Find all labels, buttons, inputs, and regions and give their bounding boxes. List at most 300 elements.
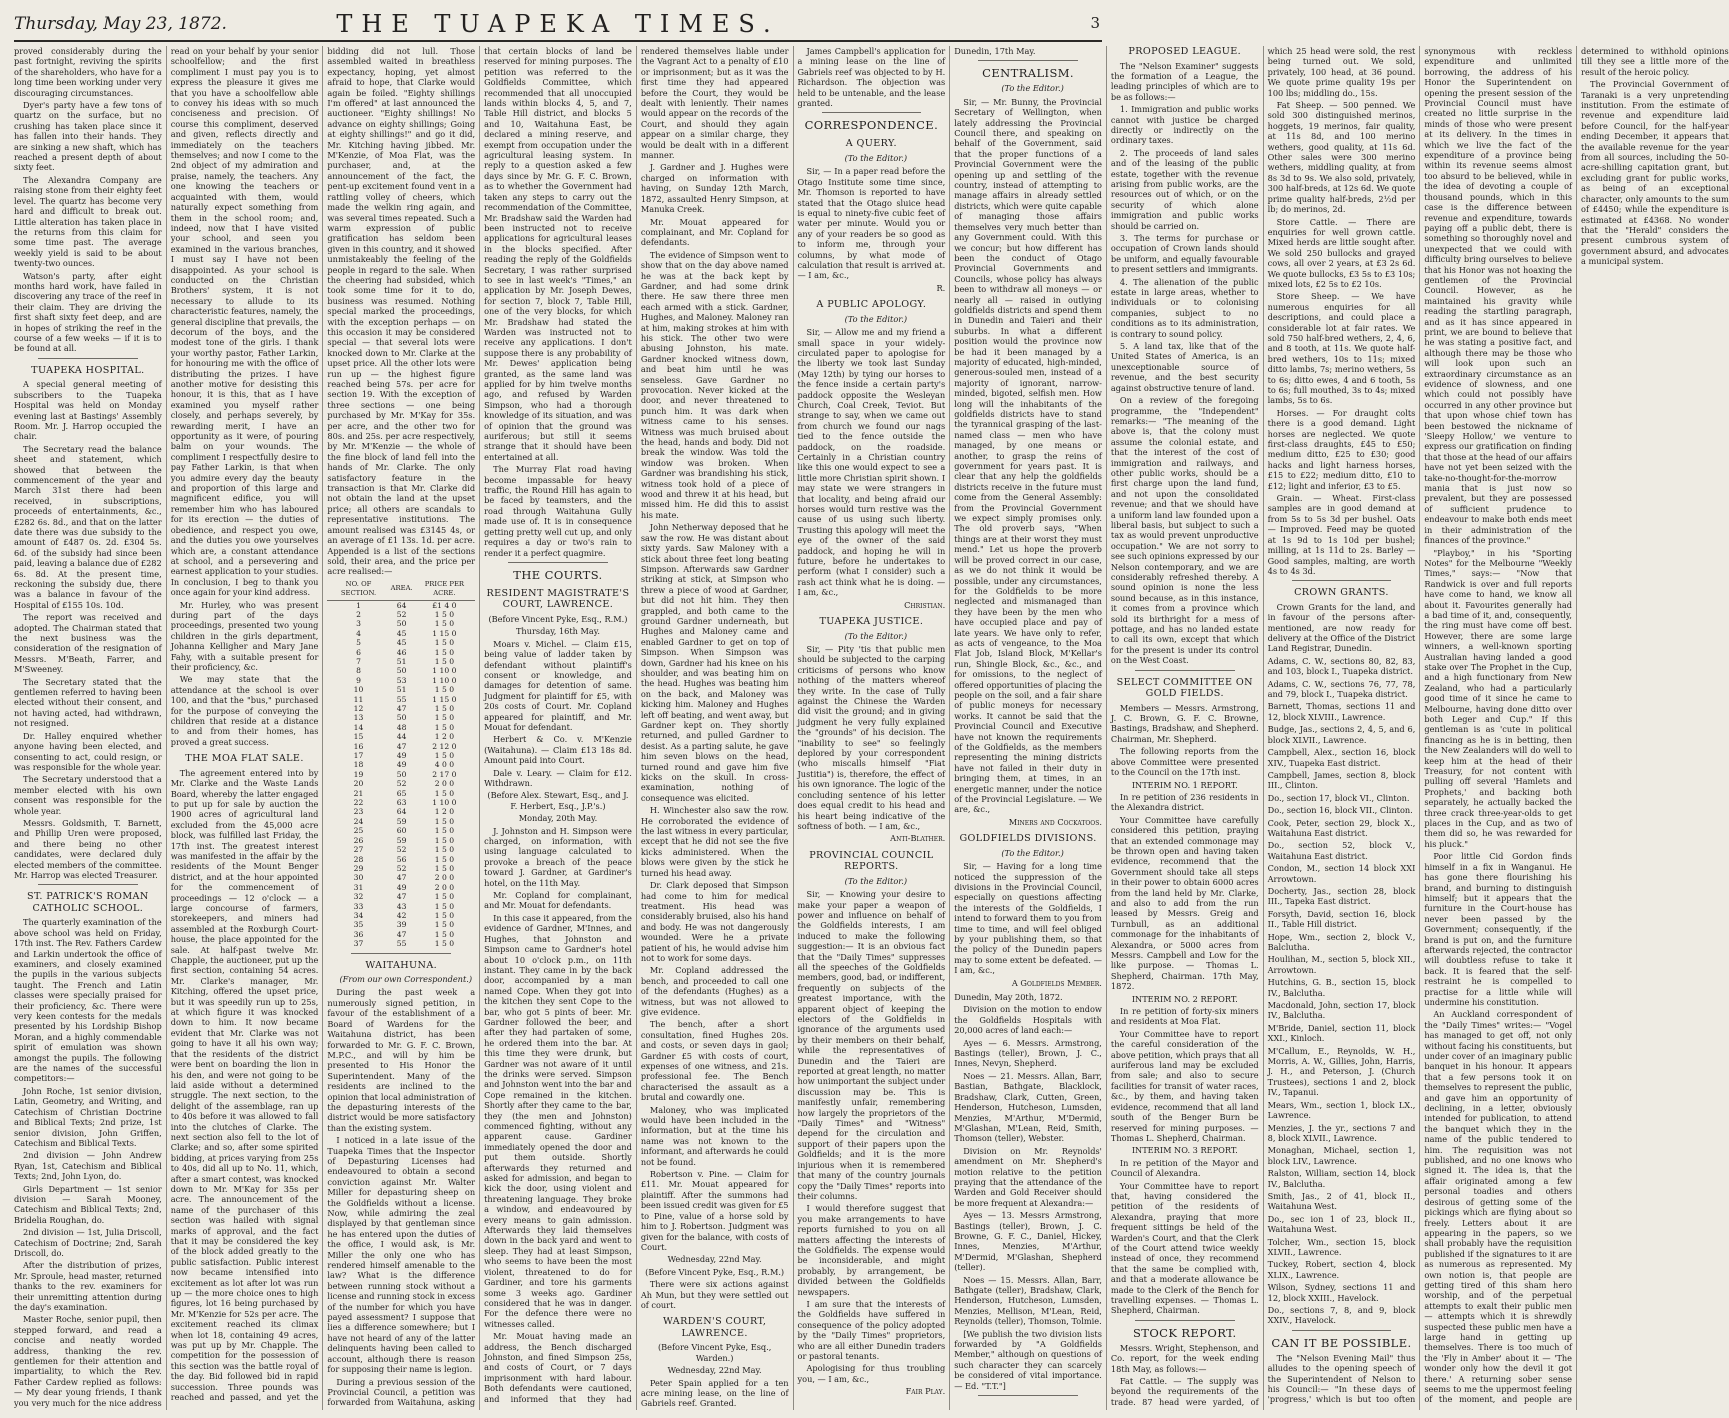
to-editor: (To the Editor.) — [844, 152, 908, 163]
letter-signature: R. — [936, 282, 946, 293]
sale-table — [327, 579, 475, 949]
table-cell: 1 15 0 — [432, 694, 457, 704]
column-header: AREA. — [390, 579, 414, 600]
list-item: Adams, C. W., sections 76, 77, 78, and 79, block I., Tuapeka district. — [1267, 678, 1416, 700]
possible-paragraph: "Playboy," in his "Sporting Notes" for the Melbourne "Weekly Times," says:— "Now that Randwick is over and full reports have come to hand, we know all about it. Favourites generally had a bad time of it, and, consequently, the ring must have come off best. However, there are some large winners, a well-known sporting Australian having landed a good stake over The Prophet in the Cup, and a high functionary from New Zealand, who had a particularly good time of it since he came to Melbourne, having done ditto over both Leger and Cup." If this gentleman is as 'cute in political financing as he is in betting, then the New Zealanders will do well to keep him at the head of their Treasury, for not content with pulling off several 'Hamlets and Prophets,' and backing both separately, he actually backed the three crack three-year-olds to get places in the Cup, and as two of them did so, he was rewarded for his pluck." — [1424, 547, 1573, 849]
table-cell: 44 — [396, 732, 407, 742]
table-cell: 55 — [396, 939, 407, 949]
table-cell: 47 — [396, 741, 407, 751]
table-cell: 19 — [353, 769, 364, 779]
school-heading: ST. PATRICK'S ROMAN CATHOLIC SCHOOL. — [27, 891, 149, 914]
table-row — [327, 676, 475, 685]
table-row — [327, 807, 475, 816]
table-cell: 52 — [396, 779, 407, 789]
table-cell: 7 — [356, 656, 361, 666]
table-cell: 4 — [356, 628, 361, 638]
table-cell: 27 — [353, 845, 364, 855]
hospital-heading: TUAPEKA HOSPITAL. — [31, 364, 145, 376]
table-cell: 1 2 0 — [434, 807, 455, 817]
table-row — [327, 902, 475, 911]
table-row — [327, 817, 475, 826]
waitahuna-paragraph: During a previous session of the Provincial Council, a petition was forwarded from Waitahuna, asking that certain blocks of land be reserved for mining purposes. The petition was referred to the Goldfields Committee, which recommended that all unoccupied lands within blocks 4, 5, and 7, Table Hill district, and blocks 5 and 10, Waitahuna East, be declared a mining reserve, and exempt from occupation under the agricultural leasing system. In reply to a question asked a few days since by Mr. G. F. C. Brown, as to whether the Government had taken any steps to carry out the recommendation of the Committee, Mr. Bradshaw said the Warden had been instructed not to receive applications for agricultural leases in the blocks specified. After reading the reply of the Goldfields Secretary, I was rather surprised to see in last week's "Times," an application by Mr. Joseph Dewes, for section 7, block 7, Table Hill, one of the very blocks, for which Mr. Bradshaw had stated the Warden was instructed not to receive any applications. I don't suppose there is any probability of Mr. Dewes' application being granted, as the same land was applied for by him twelve months ago, and refused by Warden Simpson, who had a thorough knowledge of its situation, and was of opinion that the ground was auriferous; but still it seems strange that it should have been entertained at all. — [327, 46, 632, 1408]
table-cell: 8 — [356, 666, 361, 676]
division-text: Division on the motion to endow the Goldfields Hospitals with 20,000 acres of land each:— — [954, 1004, 1102, 1036]
list-item: Hope, Wm., section 2, block V., Balclutha. — [1267, 931, 1416, 952]
table-cell: 49 — [396, 760, 407, 770]
committee-paragraph: Your Committee have carefully considered this petition, praying that an extended commonage may be thrown open and having taken evidence, recommend that the Government should take all steps in their power to obtain 6000 acres from the land held by Mr. Clarke, and also to add from the run leased by Messrs. Greig and Turnbull, as an additional commonage for the inhabitants of Alexandra, or 5000 acres from Messrs. Campbell and Low for the like purpose. — Thomas L. Shepherd, Chairman. 17th May, 1872. — [1110, 814, 1259, 992]
table-cell: 56 — [396, 854, 407, 864]
table-cell: 59 — [396, 835, 407, 845]
division-text: Ayes — 13. Messrs Armstrong, Bastings (teller), Brown, J. C. Browne, G. F. C., Daniel, Hickey, Innes, Menzies, M'Arthur, M'Dermid, M'Glashan, Shepherd (teller). — [954, 1210, 1102, 1273]
table-row — [327, 600, 475, 610]
table-cell: 22 — [353, 798, 364, 808]
letter-heading: A PUBLIC APOLOGY. — [816, 299, 927, 311]
table-row — [327, 657, 475, 666]
table-cell: 2 — [356, 609, 361, 619]
table-cell: 32 — [353, 892, 364, 902]
divider — [1135, 670, 1235, 671]
league-paragraph: 4. The alienation of the public estate in large areas, whether to individuals or to colonising companies, subject to no conditions as to its administration, is contrary to sound policy. — [1110, 276, 1259, 339]
table-cell: 1 2 0 — [434, 732, 455, 742]
table-cell: 64 — [396, 807, 407, 817]
court-bench: (Before Vincent Pyke, Esq., Warden.) — [657, 1342, 772, 1363]
stock-paragraph: Horses. — For draught colts there is a good demand. Light horses are neglected. We quote first-class draughts, £45 to £50; medium ditto, £25 to £30; good hacks and light harness horses, £15 to £22; medium ditto, £10 to £12; light and inferior, £3 to £5. — [1267, 407, 1416, 491]
table-cell: 6 — [356, 647, 361, 657]
court-case: J. Gardner and J. Hughes were charged on information with having, on Sunday 12th March, 1872, assaulted Henry Simpson, at Manuka Creek. — [640, 162, 789, 215]
divider — [351, 953, 451, 954]
letter-body: Sir, — Knowing your desire to make your paper a weapon of power and influence on behalf of the Goldfields interests, I am induced to make the following suggestion:— It is an obvious fact that the "Daily Times" suppresses all the speeches of the Goldfields members, good, bad, or indifferent, frequently on subjects of the greatest importance, with the apparent object of keeping the electors of the Goldfields in ignorance of the arguments used by their members on their behalf, while the representatives of Dunedin and the Taieri are reported at great length, no matter how unimportant the subject under discussion may be. This is manifestly unfair, remembering how largely the proprietors of the "Daily Times" and "Witness" depend for the circulation and support of their papers upon the Goldfields; and it is the more injurious when it is remembered that many of the country journals copy the "Daily Times" reports into their columns. — [797, 889, 946, 1201]
division-text: Noes — 21. Messrs. Allan, Barr, Bastian, Bathgate, Blacklock, Bradshaw, Clark, Cutten, Green, Henderson, Hutcheson, Lumsden, Menzies, M'Arthur, M'Dermid, M'Glashan, M'Lean, Reid, Smith, Thomson (teller), Webster. — [954, 1070, 1102, 1144]
court-case: John Netherway deposed that he saw the row. He was distant about sixty yards. Saw Maloney with a stick about three feet long beating Simpson. Afterwards saw Gardner striking at stick, at Simpson who threw a piece of wood at Gardner, but did not hit him. They then grappled, and both came to the ground Gardner underneath, but Hughes and Maloney came and enabled Gardner to get on top of Simpson. When Simpson was down, Gardner had his knee on his shoulder, and was beating him on the head. Hughes was beating him on the back, and Maloney was kicking him. Maloney and Hughes left off beating, and went away, but Gardner kept on. They shortly returned, and pulled Gardner to desist. As a parting salute, he gave him seven blows on the head, turned round and gave him five kicks on the skull. In cross-examination, nothing of consequence was elicited. — [640, 522, 789, 803]
letter-signature: Anti-Blather. — [890, 833, 946, 844]
list-item: Monaghan, Michael, section 1, block LIV., Lawrence. — [1267, 1145, 1416, 1166]
hospital-paragraph: The Secretary read the balance sheet and statement, which showed that between the commencement of the year and March 31st there had been received, in subscriptions, proceeds of entertainments, &c., £282 6s. 8d., and that on the latter date there was due subsidy to the amount of £487 0s. 2d. £304 5s. 6d. of the subsidy had since been paid, leaving a balance due of £282 6s. 8d. At the present time, reckoning the subsidy due, there was a balance in favour of the Hospital of £155 10s. 10d. — [14, 443, 162, 610]
table-cell: 51 — [396, 656, 407, 666]
table-row — [327, 920, 475, 929]
to-editor: (To the Editor.) — [844, 630, 908, 641]
table-cell: 1 5 0 — [434, 722, 455, 732]
table-row — [327, 855, 475, 864]
court-bench: (Before Vincent Pyke, Esq., R.M.) — [488, 613, 628, 624]
table-cell: 1 10 0 — [432, 675, 457, 685]
sale-table-header — [327, 579, 475, 600]
sale-heading: THE MOA FLAT SALE. — [185, 753, 304, 765]
newspaper-title: THE TUAPEKA TIMES. — [336, 10, 780, 38]
list-item: Menzies, J. the yr., sections 7 and 8, block XLVII., Lawrence. — [1267, 1122, 1416, 1143]
table-row — [327, 770, 475, 779]
table-cell: 47 — [396, 892, 407, 902]
divider — [1135, 1320, 1235, 1321]
school-paragraph: The quarterly examination of the above school was held on Friday, 17th inst. The Rev. Fathers Cardew and Larkin undertook the office of examiners, and closely examined the pupils in the various subjects taught. The French and Latin classes were specially praised for their proficiency, &c. There were very keen contests for the medals presented by his Lordship Bishop Moran, and a highly commendable spirit of emulation was shown amongst the pupils. The following are the names of the successful competitors:— — [14, 917, 162, 1084]
committee-paragraph: In re petition of the Mayor and Council of Alexandra. — [1110, 1157, 1259, 1179]
table-cell: 29 — [353, 863, 364, 873]
list-item: Ralston, William, section 14, block IV., Balclutha. — [1267, 1168, 1416, 1189]
divider — [38, 884, 138, 885]
list-item: Do., sec ion 1 of 23, block II., Waitahuna West. — [1267, 1213, 1416, 1235]
table-cell: 1 5 0 — [434, 826, 455, 836]
table-cell: 12 — [353, 704, 364, 713]
list-item: Docherty, Jas., section 28, block III., Tapeka East district. — [1267, 885, 1416, 907]
table-row — [327, 930, 475, 939]
letter-heading: TUAPEKA JUSTICE. — [819, 616, 924, 628]
table-cell: 1 5 0 — [434, 638, 455, 648]
waitahuna-paragraph: I noticed in a late issue of the Tuapeka Times that the Inspector of Depasturing Licenses had endeavoured to obtain a second conviction against Mr. Walter Miller for depasturing sheep on the Goldfields without a license. Now, while admiring the zeal displayed by that gentleman since he has entered upon the duties of the office, I would ask, is Mr. Miller the only one who has rendered himself amenable to the law? What is the difference between running stock without a license and running stock in excess of the number for which you have payed assessment? I suppose that lies a difference somewhere; but I have not heard of any of the latter delinquents having been called to account, although there is reason for supposing their name is legion. — [327, 1135, 476, 1375]
list-item: Macdonald, John, section 17, block IV., Balclutha. — [1267, 1000, 1416, 1021]
table-cell: 45 — [396, 628, 407, 638]
letter-body: I would therefore suggest that you make arrangements to have reports furnished to you on all matters affecting the interests of the Goldfields. The expense would be inconsiderable, and might probably, by arrangement, be divided between the Goldfields newspapers. — [797, 1203, 946, 1297]
waitahuna-heading: WAITAHUNA. — [365, 959, 438, 971]
table-cell: 1 5 0 — [434, 835, 455, 845]
table-cell: 9 — [356, 675, 361, 685]
table-cell: 1 5 0 — [434, 713, 455, 723]
letter-body: Sir, — Allow me and my friend a small space in your widely-circulated paper to apologise for the liberty we took last Sunday (May 12th) by tying our horses to the fence inside a certain party's paddock opposite the Wesleyan Church, Coal Creek, Teviot. But strange to say, when we came out from church we found our nags tied to the fence outside the paddock, on the roadside. Certainly in a Christian country like this one would expect to see a little more Christian spirit shown. I may state we were strangers in that locality, and being afraid our horses would turn restive was the cause of us using such liberty. Trusting this apology will meet the eye of the owner of the said paddock, and hoping he will in future, before he undertakes to perform (what I consider) such a rash act think what he is doing. — I am, &c., — [797, 327, 946, 598]
stock-paragraph: Store Cattle. — There are enquiries for well grown cattle. Mixed herds are little sought after. We sold 250 bullocks and grayed cows, all over 2 years, at £3 2s 6d. We quote bullocks, £3 5s to £3 10s; mixed lots, £2 5s to £2 10s. — [1267, 216, 1416, 289]
court-case: Peter Spain applied for a ten acre mining lease, on the line of Gabriels reef. Granted. — [640, 1377, 789, 1409]
list-item: Hutchins, G. B., section 15, block IV., Balclutha. — [1267, 977, 1416, 998]
letter-body: I am sure that the interests of the Goldfields have suffered in consequence of the policy adopted by the "Daily Times" proprietors, who are all either Dunedin traders or pastoral tenants. — [797, 1298, 946, 1361]
table-row — [327, 779, 475, 788]
table-cell: 20 — [353, 779, 364, 789]
list-item: Do., section 17, block VI., Clinton. — [1267, 792, 1410, 803]
list-item: Tolcher, Wm., section 15, block XLVII., Lawrence. — [1267, 1236, 1416, 1257]
table-cell: 2 17 0 — [432, 769, 457, 779]
court-case: Dale v. Leary. — Claim for £12. Withdrawn. — [484, 767, 632, 788]
waitahuna-paragraph: The Murray Flat road having become impassable for heavy traffic, the Round Hill has again to be faced by teamsters, and the road through Waitahuna Gully made use of. It is in consequence getting pretty well cut up, and only requires a day or two's rain to render it a perfect quagmire. — [484, 464, 632, 558]
table-row — [327, 789, 475, 798]
court-case: Moars v. Michel. — Claim £15, being value of ladder taken by defendant without plaintiff's consent or knowledge, and damages for detention of same. Judgment for plaintiff for £5, with 20s costs of Court. Mr. Copland appeared for plaintiff, and Mr. Mouat for defendant. — [484, 638, 632, 732]
table-cell: 1 5 0 — [434, 816, 455, 826]
possible-heading: CAN IT BE POSSIBLE. — [1271, 1335, 1412, 1350]
table-cell: 1 — [356, 600, 361, 610]
table-cell: 1 5 0 — [434, 901, 455, 911]
letter-signature: A Goldfields Member. — [1011, 977, 1102, 988]
possible-paragraph: The "Nelson Evening Mail" thus alludes to the opening speech of the Superintendent of Nelson to his Council:— "In these days of 'progress,' which is but too often synonymous with reckless expenditure and unlimited borrowing, the address of his Honor the Superintendent on opening the present session of the Provincial Council must have created no little surprise in the minds of those who were present at its delivery. In the times in which we live the fact of the expenditure of a province being within its revenue seems almost too absurd to be believed, while in the idea of devoting a couple of thousand pounds, which in this case is the difference between revenue and expenditure, towards paying off a public debt, there is something so thoroughly novel and unexpected that we could with difficulty bring ourselves to believe that his Honor was not hoaxing the gentlemen of the Provincial Council. However, as he maintained his gravity while reading the startling paragraph, and as it has since appeared in print, we are bound to believe that he was stating a positive fact, and although there may be those who will look upon such an extraordinary circumstance as an evidence of slowness, and one which could not possibly have occurred in any other province but that upon whose chief town has been bestowed the nickname of 'Sleepy Hollow,' we venture to express our gratification on finding that those at the head of our affairs have not yet been seized with the take-no-thought-for-the-morrow mania that is just now so prevalent, but they are possessed of sufficient prudence to endeavour to make both ends meet in their administration of the finances of the province." — [1267, 46, 1573, 1405]
table-cell: 1 5 0 — [434, 854, 455, 864]
table-cell: 53 — [396, 675, 407, 685]
list-item: M'Callum, E., Reynolds, W. H., Morris, A. W., Gillies, John, Harris, J. H., and Peterson, J. (Church Trustees), sections 1 and 2, block IV., Tapanui. — [1267, 1045, 1416, 1098]
table-cell: 10 — [353, 685, 364, 695]
committee-paragraph: Members — Messrs. Armstrong, J. C. Brown, G. F. C. Browne, Bastings, Bradshaw, and Shepherd. Chairman, Mr. Shepherd. — [1110, 702, 1259, 744]
table-cell: 31 — [353, 882, 364, 892]
court-case: J. Johnston and H. Simpson were charged, on information, with using language calculated to provoke a breach of the peace toward J. Gardner, at Gardiner's hotel, on the 11th May. — [484, 825, 632, 888]
correspondence-heading: CORRESPONDENCE. — [804, 118, 939, 133]
court-case: Maloney, who was implicated would have been included in the information, but at the time his name was not known to the informant, and afterwards he could not be found. — [640, 1104, 789, 1167]
table-cell: 52 — [396, 863, 407, 873]
school-paragraph: 2nd division — 1st, Julia Driscoll, Catechism of Doctrine; 2nd, Sarah Driscoll, do. — [14, 1227, 162, 1258]
list-item: Adams, C. W., sections 80, 82, 83, and 103, block I., Tuapeka district. — [1267, 655, 1416, 677]
list-item: M'Bride, Daniel, section 11, block XXI., Kinloch. — [1267, 1022, 1416, 1044]
table-cell: 23 — [353, 807, 364, 817]
report-heading: INTERIM NO. 2 REPORT. — [1131, 993, 1238, 1004]
table-cell: 1 5 0 — [434, 751, 455, 761]
list-item: Tuckey, Robert, section 4, block XLIX., Lawrence. — [1267, 1259, 1416, 1280]
letter-signature: Fair Play. — [905, 1386, 946, 1397]
wardens-court-heading: WARDEN'S COURT, LAWRENCE. — [663, 1316, 767, 1339]
to-editor: (To the Editor.) — [1001, 847, 1064, 858]
table-cell: 47 — [396, 704, 407, 713]
committee-heading: SELECT COMMITTEE ON GOLD FIELDS. — [1116, 676, 1253, 700]
page-number: 3 — [1090, 14, 1100, 32]
stock-paragraph: Grain. — Wheat. First-class samples are in good demand at from 5s to 5s 3d per bushel. Oats — Improved. Feed may be quoted at 1s 9d to 1s 10d per bushel; milling, at 1s 11d to 2s. Barley — Good samples, malting, are worth 4s to 4s 3d. — [1267, 493, 1416, 576]
court-case: H. Winchester also saw the row. He corroborated the evidence of the last witness in every particular, except that he did not see the five kicks administered. When the blows were given by the stick he turned his head away. — [640, 805, 789, 878]
court-case: Herbert & Co. v. M'Kenzie (Waitahuna). — Claim £13 18s 8d. Amount paid into Court. — [484, 734, 632, 766]
committee-paragraph: Your Committee have to report that, having considered the petition of the residents of Alexandra, praying that more frequent sittings be held of the Warden's Court, and that the Clerk of the Court attend twice weekly instead of once, they recommend that the same be complied with, and that a moderate allowance be made to the Clerk of the Bench for travelling expenses. — Thomas L. Shepherd, Chairman. — [1110, 1180, 1259, 1316]
hospital-paragraph: Messrs. Goldsmith, T. Barnett, and Phillip Uren were proposed, and there being no other candidates, were declared duly elected members of the committee. Mr. Harrop was elected Treasurer. — [14, 817, 162, 880]
possible-paragraph: Poor little Cid Gordon finds himself in a fix in Wanganui. He has gone there flourishing his brand, and burning to distinguish himself; but it appears that the furniture in the Court-house has never been passed by the Government; consequently, if the brand is put on, and the furniture afterwards rejected, the contractor will doubtless refuse to take it back. It is feared that the self-restraint he is compelled to practise for a little while will undermine his constitution. — [1424, 851, 1573, 1007]
table-cell: 1 5 0 — [434, 910, 455, 920]
list-item: Campbell, Alex., section 16, block XIV., Tuapeka East district. — [1267, 747, 1416, 768]
table-cell: 3 — [356, 619, 361, 629]
letter-body: Sir, — Pity 'tis that public men should be subjected to the carping criticisms of persons who know nothing of the matters whereof they write. In the case of Tully against the Chinese the Warden did visit the ground; and in giving judgment he very fully explained the "grounds" of his decision. The "inability to see" so feelingly deplored by your correspondent (who miscalls himself "Fiat Justitia") is, therefore, the effect of his own ignorance. The logic of the concluding sentence of his letter does equal credit to his head and his heart being indicative of the softness of both. — I am, &c., — [797, 644, 946, 831]
table-cell: 47 — [396, 929, 407, 939]
list-item: Smith, Jas., 2 of 41, block II., Waitahuna West. — [1267, 1190, 1416, 1212]
table-row — [327, 704, 475, 713]
centralism-heading: CENTRALISM. — [982, 66, 1074, 81]
divider — [1292, 580, 1392, 581]
court-case: Mr. Copland for complainant, and Mr. Mouat for defendants. — [484, 890, 632, 911]
school-paragraph: We may state that the attendance at the school is over 100, and that the "bus," purchased for the purpose of conveying the children that reside at a distance to and from their homes, has proved a great success. — [170, 674, 319, 747]
list-item: Do., section 52, block V., Waitahuna East district. — [1267, 840, 1416, 861]
sale-paragraph: The agreement entered into by Mr. Clarke and the Waste Lands Board, whereby the latter engaged to put up for sale by auction the 1900 acres of agricultural land excluded from the 45,000 acre block, was fulfilled last Friday, the 17th inst. The greatest interest was manifested in the affair by the residents of the Mount Benger district, and at the hour appointed for the commencement of proceedings — 12 o'clock — a large concourse of farmers, storekeepers, and miners had assembled at the Roxburgh Court-house, the place appointed for the sale. At half-past twelve Mr. Chapple, the auctioneer, put up the first section, containing 54 acres. Mr. Clarke's manager, Mr. Kitching, offered the upset price, but it was speedily run up to 25s, at which figure it was knocked down to him. It now became evident that Mr. Clarke was not going to have it all his own way; that the residents of the district were bent on boarding the lion in his den, and were not going to be laid aside without a determined struggle. The next section, to the delight of the assemblage, ran up to 40s before it was allowed to fall into the clutches of Clarke. The next section also fell to the lot of Clarke; and so, after some spirited bidding, at prices varying from 25s to 40s, did all up to No. 11, which, after a smart contest, was knocked down to Mr. M'Kay for 35s per acre. The announcement of the name of the purchaser of this section was hailed with signal marks of approval, and the fact that it may be considered the key of the block added greatly to the public satisfaction. Public interest now became intensified into excitement as lot after lot was run up — the more choice ones to high figures, lot 16 being purchased by Mr. M'Kenzie for 52s per acre. The excitement reached its climax when lot 18, containing 49 acres, was put up by Mr. Chapple. The competition for the possession of this section was the battle royal of the day. Bid followed bid in rapid succession. Three pounds was reached and passed, and yet the bidding did not lull. Those assembled waited in breathless expectancy, hoping, yet almost afraid to hope, that Clarke would again be foiled. "Eighty shillings I'm offered" at last announced the auctioneer. "Eighty shillings! No advance on eighty shillings; Going at eighty shillings!" and go it did, Mr. Kitching having jibbed. Mr. M'Kenzie, of Moa Flat, was the purchaser, and, at the announcement of the fact, the pent-up excitement found vent in a rattling volley of cheers, which made the welkin ring again, and was several times repeated. Such a warm expression of public gratification has seldom been given in this country, and it showed unmistakeably the feeling of the people in regard to the sale. When the cheering had subsided, which took some time for it to do, business was resumed. Nothing special marked the proceedings, with the exception perhaps — on this occasion it may be considered special — that several lots were knocked down to Mr. Clarke at the upset price. All the other lots were run up — the highest figure reached being 57s. per acre for section 19. With the exception of three sections — one being purchased by Mr. M'Kay for 35s. per acre, and the other two for 80s. and 25s. per acre respectively, by Mr. M'Kenzie — the whole of the fine block of land fell into the hands of Mr. Clarke. The only satisfactory feature in the transaction is that Mr. Clarke did not obtain the land at the upset price; all others are scandals to representative institutions. The amount realised was £3145 4s, or an average of £1 13s. 1d. per acre. Appended is a list of the sections sold, their area, and the price per acre realised:— — [170, 46, 476, 1403]
league-paragraph: The "Nelson Examiner" suggests the formation of a League, the leading principles of which are to be as follows:— — [1110, 60, 1259, 102]
table-cell: 34 — [353, 910, 364, 920]
column-header: NO. OF SECTION. — [327, 579, 389, 600]
league-paragraph: 1. Immigration and public works cannot with justice be charged directly or indirectly on the ordinary taxes. — [1110, 104, 1259, 146]
table-cell: 50 — [396, 769, 407, 779]
table-row — [327, 713, 475, 722]
table-row — [327, 826, 475, 835]
table-cell: 25 — [353, 826, 364, 836]
table-row — [327, 629, 475, 638]
table-cell: 1 5 0 — [434, 929, 455, 939]
possible-paragraph: The Provincial Government of Taranaki is a very unpretending institution. From the estimate of revenue and expenditure laid before Council, for the half-year ending December, it appears that the available revenue for the year from all sources, including the 50-acre-shilling capitation grant, but excluding grant for public works, as being of an exceptional character, only amounts to the sum of £4450; while the expenditure is estimated at £4368. No wonder that the "Herald" considers the present cumbrous system of government absurd, and advocates a municipal system. — [1581, 79, 1729, 267]
division-text: Ayes — 6. Messrs. Armstrong, Bastings (teller), Brown, J. C., Innes, Nevyn, Shepherd. — [954, 1037, 1102, 1069]
table-cell: 51 — [396, 685, 407, 695]
table-cell: 24 — [353, 816, 364, 826]
table-row — [327, 883, 475, 892]
league-paragraph: 2. The proceeds of land sales and of the leasing of the public estate, together with the revenue arising from public works, are the resources out of which, or on the security of which alone immigration and public works should be carried on. — [1110, 147, 1259, 231]
table-cell: 14 — [353, 722, 364, 732]
table-cell: 21 — [353, 788, 364, 798]
committee-paragraph: Your Committee have to report the careful consideration of the above petition, which prays that all auriferous land may be excluded from sale; and also to secure facilities for transit of water races, &c., by them, and having taken evidence, recommend that all land south of the Benger Burn be reserved for mining purposes. — Thomas L. Shepherd, Chairman. — [1110, 1028, 1259, 1143]
court-date: Wednesday, 22nd May. — [667, 1365, 762, 1376]
table-row — [327, 648, 475, 657]
table-row — [327, 845, 475, 854]
court-case: James Campbell's application for a mining lease on the line of Gabriels reef was objected to by H. Richardson. The objection was held to be untenable, and the lease granted. — [797, 46, 946, 109]
table-cell: 37 — [353, 939, 364, 949]
table-cell: 52 — [396, 609, 407, 619]
table-row — [327, 911, 475, 920]
courts-heading: THE COURTS. — [513, 567, 603, 582]
letter-signature: Christian. — [904, 599, 946, 610]
article-columns — [14, 46, 1729, 1410]
table-cell: 4 0 0 — [434, 760, 455, 770]
to-editor: (To the Editor.) — [1001, 83, 1064, 94]
table-cell: 1 5 0 — [434, 685, 455, 695]
court-bench: (Before Vincent Pyke, Esq., R.M.) — [645, 1266, 785, 1277]
report-heading: INTERIM NO. 3 REPORT. — [1131, 1145, 1238, 1156]
school-paragraph: Mr. Hurley, who was present during part of the days proceedings, presented two young children in the girls department, Johanna Kelligher and Mary Jane Fahy, with a suitable present for their proficiency, &c. — [170, 599, 319, 672]
editor-note: [We publish the two division lists forwarded by "A Goldfields Member," although on questions of such character they can scarcely be considered of vital importance. — Ed. "T.T."] — [954, 1328, 1102, 1391]
letter-body: Sir, — In a paper read before the Otago Institute some time since, Mr. Thomson is reported to have stated that the Otago sluice head is equal to ninety-five cubic feet of water per minute. Would you or any of your readers be so good as to inform me, through your columns, by what mode of calculation that result is arrived at. — I am, &c., — [797, 166, 946, 281]
committee-paragraph: The following reports from the above Committee were presented to the Council on the 17th inst. — [1110, 746, 1259, 778]
list-item: Wilson, Sydney, sections 11 and 12, block XXIII., Havelock. — [1267, 1282, 1416, 1303]
list-item: Houlihan, M., section 5, block XII., Arrowtown. — [1267, 954, 1416, 975]
table-cell: 1 15 0 — [432, 628, 457, 638]
table-cell: 26 — [353, 835, 364, 845]
table-cell: 1 5 0 — [434, 845, 455, 855]
table-cell: 1 5 0 — [434, 647, 455, 657]
table-cell: 1 5 0 — [434, 609, 455, 619]
possible-paragraph: An Auckland correspondent of the "Daily Times" writes:— "Vogel has managed to get off, not only without facing his constituents, but under cover of an imaginary public banquet in his honour. It appears that a few persons took it on themselves to represent the public, and gave him an opportunity of declining, in a letter, obviously intended for publication, to attend the banquet which they in the name of the public tendered to him. The requisition was not published, and no one knows who signed it. The idea is, that the affair originated among a few personal toadies and others desirous of getting some of the pickings which are flying about so freely. Letters about it are appearing in the papers, so we shall probably have the requisition published if the signatures to it are as numerous as represented. My own notion is, that people are getting tired of this sham hero worship, and of the perpetual attempts to exalt their public men — attempts which it is shrewdly suspected these public men have a large hand in getting up themselves. There is too much of the 'Fly in Amber' about it — 'The wonder only how the devil it got there.' A returning sober sense seems to me the uppermost feeling of the moment, and people are determined to withhold opinions till they see a little more of the result of the heroic policy. — [1424, 46, 1729, 1405]
mining-paragraph: Dyer's party have a few tons of quartz on the surface, but no crushing has taken place since it has fallen into their hands. They are sinking a new shaft, which has reached a present depth of about sixty feet. — [14, 100, 162, 173]
table-cell: 55 — [396, 694, 407, 704]
crown-grants-list — [1268, 656, 1416, 1326]
school-paragraph: After the distribution of prizes, Mr. Sproule, head master, returned thanks to the rev. examiners for their unremitting attention during the day's examination. — [14, 1260, 162, 1312]
division-text: Noes — 15. Messrs. Allan, Barr, Bathgate (teller), Bradshaw, Clark, Henderson, Hutcheson, Lumsden, Menzies, Mellison, M'Lean, Reid, Reynolds (teller), Thomson, Tolmie. — [954, 1274, 1102, 1327]
table-cell: 5 — [356, 638, 361, 648]
court-case: The bench, after a short consultation, fined Hughes 20s. and costs, or seven days in gaol; Gardner £5 with costs of court, expenses of one witness, and 21s. professional fee. The Bench characterised the assault as a brutal and cowardly one. — [640, 1019, 789, 1103]
divider — [978, 60, 1078, 61]
table-cell: 63 — [396, 798, 407, 808]
table-row — [327, 742, 475, 751]
league-heading: PROPOSED LEAGUE. — [1128, 46, 1242, 57]
table-cell: 1 5 0 — [434, 704, 455, 713]
table-cell: 1 5 0 — [434, 619, 455, 629]
table-row — [327, 751, 475, 760]
table-cell: 2 0 0 — [434, 873, 455, 883]
mining-intro: proved considerably during the past fortnight, reviving the spirits of the shareholders, who have for a long time been working under very discouraging circumstances. — [14, 46, 162, 98]
letter-body: Sir, — Having for a long time noticed the suppression of the divisions in the Provincial Council, especially on questions affecting the interests of the Goldfields, I intend to forward them to you from time to time, and will feel obliged by your publishing them, so that the policy of the Dunedin papers may to some extent be defeated. — I am, &c., — [954, 861, 1102, 976]
court-bench: (Before Alex. Stewart, Esq., and J. F. Herbert, Esq., J.P.'s.) — [487, 790, 629, 811]
court-case: There were six actions against Ah Mun, but they were settled out of court. — [640, 1279, 789, 1310]
school-paragraph: John Roche, 1st senior division, Latin, Geometry, and Writing, and Catechism of Christian Doctrine and Biblical Texts; 2nd prize, 1st senior division, John Griffen, Catechism and Biblical Texts. — [14, 1085, 162, 1148]
court-date: Thursday, 16th May. — [515, 626, 600, 637]
stock-heading: STOCK REPORT. — [1133, 1325, 1237, 1340]
table-row — [327, 836, 475, 845]
table-cell: 39 — [396, 920, 407, 930]
court-date: Monday, 20th May. — [518, 813, 598, 824]
court-case: Mr. Mouat having made an address, the Bench discharged Johnston, and fined Simpson 25s, and costs of Court, or 7 days imprisonment with hard labour. Both defendants were cautioned, and informed that they had rendered themselves liable under the Vagrant Act to a penalty of £10 or imprisonment; but as it was the first time they had appeared before the Court, they would be dealt with leniently. Their names would appear on the records of the Court, and should they again appear on a similar charge, they would be dealt with in a different manner. — [484, 46, 789, 1404]
report-heading: INTERIM NO. 1 REPORT. — [1131, 779, 1238, 790]
table-row — [327, 873, 475, 882]
division-text: Division on Mr. Reynolds' amendment on Mr. Shepherd's motion relative to the petition praying that the attendance of the Warden and Gold Receiver should be more frequent at Alexandra:— — [954, 1145, 1102, 1208]
stock-paragraph: Fat Cattle. — The supply was beyond the requirements of the trade. 87 head were yarded, of which 25 head were sold, the rest being turned out. We sold, privately, 100 head, at 36 pound. We quote prime quality 19s per 100 lbs; middling do., 15s. — [1110, 46, 1416, 1407]
divisions-heading: GOLDFIELDS DIVISIONS. — [959, 833, 1097, 845]
hospital-paragraph: The report was received and adopted. The Chairman stated that the next business was the consideration of the resignation of Messrs. M'Beath, Farrer, and M'Sweeney. — [14, 612, 162, 675]
stock-paragraph: Store Sheep. — We have numerous enquiries for all descriptions, and could place a considerable lot at fair rates. We sold 750 half-bred wethers, 2, 4, 6, and 8 tooth, at 11s. We quote half-bred wethers, 10s to 11s; mixed ditto lambs, 7s; merino wethers, 5s to 6s; ditto ewes, 4 and 6 tooth, 5s to 6s; full mouthed, 3s to 4s; mixed lambs, 5s to 6s. — [1267, 291, 1416, 406]
waitahuna-byline: (From our own Correspondent.) — [339, 974, 473, 985]
table-cell: 45 — [396, 638, 407, 648]
divider — [38, 358, 138, 359]
letter-body: Apologising for thus troubling you, — I am, &c., — [797, 1363, 946, 1384]
table-cell: 1 5 0 — [434, 892, 455, 902]
column-header: PRICE PER ACRE. — [414, 579, 475, 600]
table-cell: 50 — [396, 713, 407, 723]
issue-date: Thursday, May 23, 1872. — [14, 14, 227, 34]
table-cell: 35 — [353, 920, 364, 930]
table-cell: 2 0 0 — [434, 779, 455, 789]
school-paragraph: Master Roche, senior pupil, then stepped forward, and read a concise and neatly worded address, thanking the rev. gentlemen for their attention and impartiality, to which the Rev. Father Cardew replied as follows:— My dear young friends, I thank you very much for the nice address read on your behalf by your senior schoolfellow; and the first compliment I must pay you is to express the pleasure it gives me that you have a schoolfellow able to convey his ideas with so much conciseness and precision. Of course this compliment, deserved and given, reflects directly and immediately on the teachers themselves; and now I come to the 2nd object of my admiration and praise, namely, the teachers. Any one knowing the teachers or acquainted with them, would naturally expect something from them in the school room; and, indeed, now that I have visited your school, and seen you examined in the various branches, I must say I have not been disappointed. As your school is conducted on the Christian Brothers' system, it is not necessary to allude to its characteristic features, namely, the general discipline that prevails, the decorum of the boys, and the modest tone of the girls. I thank your worthy pastor, Father Larkin, for honouring me with the office of distributing the prizes. I have another motive for desisting this honour, it is this, that as I have examined you myself rather closely, and perhaps severely, by rewarding merit, I have an opportunity as it were, of pouring balm on your wounds. The compliment I respectfully desire to pay Father Larkin, is that when you admire every day the beauty and proportion of this large and magnificent edifice, you will remember him who has laboured for its erection — the duties of obedience, and respect you owe, and the duties you owe yourselves which are, a constant attendance at school, and a persevering and earnest application to your studies. In conclusion, I beg to thank you once again for your kind address. — [14, 46, 319, 1408]
hospital-paragraph: The Secretary stated that the gentlemen referred to having been elected without their consent, and not having acted, had withdrawn, not resigned. — [14, 676, 162, 729]
table-cell: 1 5 0 — [434, 939, 455, 949]
table-cell: 1 10 0 — [432, 798, 457, 808]
table-cell: 50 — [396, 619, 407, 629]
hospital-paragraph: A special general meeting of subscribers to the Tuapeka Hospital was held on Monday evening last at Bastings' Assembly Room. Mr. J. Harrop occupied the chair. — [14, 379, 162, 442]
letter-signature: Miners and Cockatoos. — [1008, 816, 1102, 827]
table-cell: 13 — [353, 713, 364, 723]
hospital-paragraph: Dr. Halley enquired whether anyone having been elected, and consenting to act, could resign, or was responsible for the whole year. — [14, 730, 162, 772]
table-row — [327, 685, 475, 694]
table-cell: 17 — [353, 751, 364, 761]
table-row — [327, 892, 475, 901]
court-case: In this case it appeared, from the evidence of Gardner, M'Innes, and Hughes, that Johnston and Simpson came to Gardner's hotel about 10 o'clock p.m., on 11th instant. They came in by the back door, accompanied by a man named Cope. When they got into the kitchen they sent Cope to the bar, who got 5 pints of beer. Mr. Gardner followed the beer, and after they had partaken of some, he ordered them into the bar. At this time they were drunk, but Gardner was not aware of it until the drinks were served. Simpson and Johnston went into the bar and Cope remained in the kitchen. Shortly after they came to the bar, they (the men and Johnston) commenced fighting, without any apparent cause. Gardiner immediately opened the door and put them outside. Shortly afterwards they returned and asked for admission, and began to kick the door, using violent and threatening language. They broke a window, and endeavoured by every means to gain admission. Afterwards they laid themselves down in the back yard and went to sleep. They had at least Simpson, who seems to have been the most violent, threatened to do for Gardiner, and tore his garments some 3 weeks ago. Gardiner considered that he was in danger. For the defence there were no witnesses called. — [484, 912, 632, 1329]
stock-paragraph: Fat Sheep. — 500 penned. We sold 300 distinguished merinos, hoggets, 19 merinos, fair quality, at 11s 8d, and 100 merino wethers, good quality, at 11s 6d. Other sales were 300 merino wethers, middling quality, at from 8s 3d to 9s. We also sold, privately, 300 half-breds, at 12s 6d. We quote prime quality half-breds, 2½d per lb; do merinos, 2d. — [1267, 100, 1416, 215]
list-item: Forsyth, David, section 16, block II., Table Hill district. — [1267, 908, 1416, 930]
table-cell: 1 5 0 — [434, 656, 455, 666]
table-cell: 50 — [396, 666, 407, 676]
league-paragraph: 5. A land tax, like that of the United States of America, is an unexceptionable source of revenue, and the best security against obstructive tenure of land. — [1110, 341, 1259, 393]
court-case: Mr. Mouat appeared for complainant, and Mr. Copland for defendants. — [640, 216, 789, 248]
table-cell: 33 — [353, 901, 364, 911]
letter-body: Sir, — Mr. Bunny, the Provincial Secretary of Wellington, when lately addressing the Provincial Council there, and speaking on behalf of the Government, said that the proper functions of a Provincial Government were the opening up and settling of the country, instead of attempting to manage affairs in already settled districts, which were quite capable of managing those affairs themselves very much better than any Government could. With this we concur; but how different has been the conduct of Otago Provincial Governments and Councils, whose policy has always been to withdraw all moneys — or nearly all — raised in outlying goldfields districts and spend them in Dunedin and Taieri and their suburbs. In what a different position would the province now be had it been managed by a majority of educated, high-minded, generous-souled men, instead of a majority of ignorant, narrow-minded, bigoted, selfish men. How long will the inhabitants of the goldfields districts have to stand the tyrannical grasping of the last-named class — men who have managed, by one means or another, to grasp the reins of government for years past. It is clear that any help the goldfields districts receive in the future must come from the General Assembly: from the Provincial Government we expect simply promises only. The old proverb says, "When things are at their worst they must mend." Let us hope the proverb will be proved correct in our case, as we do not think it would be possible, under any circumstances, for the Goldfields to be more neglected and mismanaged than they have been by the men who have occupied place and pay of late years. We have only to refer, as acts of vengeance, to the Moa Flat Job, Island Block, M'Kellar's run, Shingle Block, &c., &c., and for omissions, to the neglect of offered opportunities of placing the people on the soil, and a fair share of public moneys for necessary works. It cannot be said that the Provincial Council and Executive have not known the requirements of the Goldfields, as the members representing the mining districts have not failed in their duty in bringing them, at times, in an energetic manner, under the notice of the Provincial Legislature. — We are, &c., — [954, 96, 1102, 815]
divider — [508, 562, 608, 563]
committee-paragraph: In re petition of forty-six miners and residents at Moa Flat. — [1110, 1006, 1259, 1027]
table-cell: 59 — [396, 816, 407, 826]
sale-table-body — [327, 600, 475, 949]
table-cell: 11 — [353, 694, 364, 704]
table-cell: 49 — [396, 882, 407, 892]
to-editor: (To the Editor.) — [844, 313, 908, 324]
list-item: Barnett, Thomas, sections 11 and 12, block XLVIII., Lawrence. — [1267, 701, 1416, 722]
table-cell: 49 — [396, 751, 407, 761]
table-row — [327, 695, 475, 704]
table-cell: 18 — [353, 760, 364, 770]
table-cell: 64 — [396, 600, 407, 610]
rm-court-heading: RESIDENT MAGISTRATE'S COURT, LAWRENCE. — [486, 587, 630, 611]
court-case: Mr. Copland addressed the bench, and proceeded to call one of the defendants (Hughes) as a witness, but was not allowed to give evidence. — [640, 965, 789, 1017]
table-cell: 2 0 0 — [434, 882, 455, 892]
table-row — [327, 723, 475, 732]
masthead — [14, 6, 1102, 42]
mining-paragraph: Watson's party, after eight months hard work, have failed in discovering any trace of the reef in their claim. They are driving the first shaft sixty feet deep, and are in hopes of striking the reef in the course of a few weeks — if it is to be found at all. — [14, 270, 162, 354]
table-cell: 42 — [396, 910, 407, 920]
table-cell: 43 — [396, 901, 407, 911]
table-cell: 16 — [353, 741, 364, 751]
table-cell: 48 — [396, 722, 407, 732]
table-row — [327, 666, 475, 675]
league-paragraph: 3. The terms for purchase or occupation of Crown lands should be uniform, and equally favourable to present settlers and immigrants. — [1110, 233, 1259, 275]
letter-dateline: Dunedin, 17th May. — [954, 46, 1036, 56]
table-row — [327, 864, 475, 873]
list-item: Budge, Jas., sections 2, 4, 5, and 6, block XLVII., Lawrence. — [1267, 724, 1416, 745]
crown-grants-heading: CROWN GRANTS. — [1294, 587, 1389, 599]
court-case: Dr. Clark deposed that Simpson had come to him for medical treatment. His head was considerably bruised, also his hand and body. He was not dangerously wounded. Were he a private patient of his, he would advise him not to work for some days. — [640, 880, 789, 963]
table-cell: 1 10 0 — [432, 666, 457, 676]
table-cell: 15 — [353, 732, 364, 742]
list-item: Do., sections 7, 8, and 9, block XXIV., Havelock. — [1267, 1305, 1416, 1326]
table-cell: 2 12 0 — [432, 741, 457, 751]
table-cell: 47 — [396, 873, 407, 883]
school-paragraph: Girls Department — 1st senior division — Sarah Mooney, Catechism and Biblical Texts; 2nd, Bridelia Roughan, do. — [14, 1183, 162, 1225]
to-editor: (To the Editor.) — [844, 875, 908, 886]
table-cell: 46 — [396, 647, 407, 657]
table-row — [327, 732, 475, 741]
court-date: Wednesday, 22nd May. — [667, 1254, 762, 1265]
court-case: The evidence of Simpson went to show that on the day above named he was at the back kept by Gardner, and had some drink there. He saw there three men each armed with a stick. Gardner, Hughes, and Maloney. Maloney ran at him, making strokes at him with his stick. The other two were abusing Johnston, his mate. Gardner knocked witness down, and beat him until he was senseless. Gave Gardner no provocation. Never kicked at the door, and never threatened to punch him. It was dark when witness came to his senses. Witness was much bruised about the head, hands and body. Did not break the window. Was told the window was broken. When Gardner was brandishing his stick, witness took hold of a piece of wood and threw it at his head, but missed him. He did this to assist his mate. — [640, 249, 789, 520]
table-cell: £1 4 0 — [432, 600, 457, 610]
table-cell: 1 5 0 — [434, 920, 455, 930]
